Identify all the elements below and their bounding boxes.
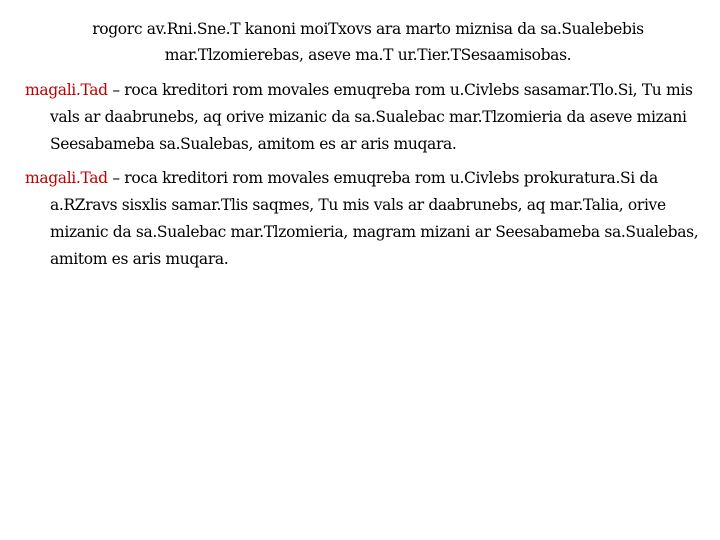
example-text: – roca kreditori rom movales emuqreba rom u.Civlebs sasamar.Tlo.Si, Tu mis vals ar daabrunebs, aq orive mizanic da sa.Sualebac mar.Tlzomieria da aseve mizani Seesabameba sa.Sualebas, amitom es ar aris muqara.: [50, 81, 693, 153]
example-term: magali.Tad: [25, 81, 108, 99]
intro-paragraph: rogorc av.Rni.Sne.T kanoni moiTxovs ara marto miznisa da sa.Sualebebis mar.Tlzomierebas, aseve ma.T ur.Tier.TSesaamisobas.: [92, 20, 644, 64]
example-paragraph-2: [25, 165, 710, 273]
example-term: magali.Tad: [25, 169, 108, 187]
example-paragraph-1: [25, 77, 710, 158]
example-text: – roca kreditori rom movales emuqreba rom u.Civlebs prokuratura.Si da a.RZravs sisxlis samar.Tlis saqmes, Tu mis vals ar daabrunebs, aq mar.Talia, orive mizanic da sa.Sualebac mar.Tlzomieria, magram mizani ar Seesabameba sa.Sualebas, amitom es aris muqara.: [50, 169, 699, 268]
